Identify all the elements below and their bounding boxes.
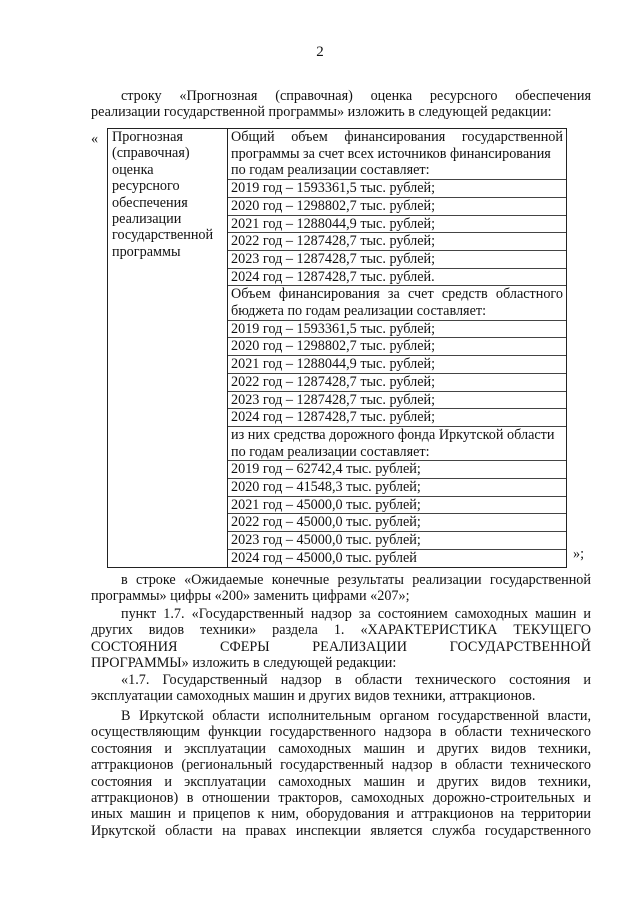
left-cell-line: оценка — [112, 161, 154, 178]
right-cell-line: 2021 год – 1288044,9 тыс. рублей; — [228, 356, 566, 374]
intro-line-2: реализации государственной программы» изложить в следующей редакции: — [91, 104, 552, 121]
left-cell-line: государственной — [112, 227, 214, 244]
section-17-line-2: эксплуатации самоходных машин и других видов техники, аттракционов. — [91, 688, 536, 705]
body-line-8: Иркутской области на правах инспекции является служба государственного — [91, 822, 591, 839]
left-cell-line: (справочная) — [112, 145, 190, 162]
body-line-1: В Иркутской области исполнительным органом государственной власти, — [121, 708, 591, 724]
right-cell-line: 2023 год – 1287428,7 тыс. рублей; — [228, 392, 566, 410]
body-line-4: аттракционов (региональный государственный надзор в области технического — [91, 757, 591, 774]
right-cell-line: 2023 год – 45000,0 тыс. рублей; — [228, 532, 566, 550]
section-17-paragraph — [91, 672, 591, 705]
right-cell-line: 2021 год – 45000,0 тыс. рублей; — [228, 497, 566, 515]
expected-results-paragraph — [91, 572, 591, 605]
point-paragraph — [91, 606, 591, 672]
right-cell-line: программы за счет всех источников финансирования — [231, 145, 551, 162]
expected-line-2: программы» цифры «200» заменить цифрами «207»; — [91, 588, 410, 605]
table-right-cell — [228, 129, 567, 568]
right-cell-line: 2024 год – 1287428,7 тыс. рублей; — [228, 409, 566, 427]
right-cell-line: 2022 год – 1287428,7 тыс. рублей; — [228, 233, 566, 251]
right-cell-line: 2019 год – 1593361,5 тыс. рублей; — [228, 180, 566, 198]
right-cell-line: 2020 год – 1298802,7 тыс. рублей; — [228, 338, 566, 356]
body-line-2: осуществляющим функции государственного надзора в области технического — [91, 724, 591, 741]
point-line-4: ПРОГРАММЫ» изложить в следующей редакции: — [91, 655, 397, 672]
right-cell-line: 2022 год – 1287428,7 тыс. рублей; — [228, 374, 566, 392]
section-17-line-1: «1.7. Государственный надзор в области технического состояния и — [121, 672, 591, 688]
body-line-7: иных машин и прицепов к ним, оборудования и аттракционов на территории — [91, 806, 591, 823]
right-cell-line: Объем финансирования за счет средств областного — [231, 286, 563, 303]
right-cell-line: 2024 год – 1287428,7 тыс. рублей. — [228, 269, 566, 287]
right-cell-line: бюджета по годам реализации составляет: — [228, 303, 566, 321]
left-cell-line: обеспечения — [112, 194, 188, 211]
right-cell-line: 2019 год – 62742,4 тыс. рублей; — [228, 461, 566, 479]
table-close-quote: »; — [573, 546, 585, 562]
intro-line-1: строку «Прогнозная (справочная) оценка ресурсного обеспечения — [121, 88, 591, 104]
body-line-6: аттракционов) в отношении тракторов, самоходных дорожно-строительных и — [91, 790, 591, 807]
page-number: 2 — [316, 44, 324, 60]
left-cell-line: программы — [112, 243, 181, 260]
right-cell-line: 2020 год – 1298802,7 тыс. рублей; — [228, 198, 566, 216]
left-cell-line: Прогнозная — [112, 129, 183, 145]
table-open-quote: « — [91, 131, 99, 147]
table-left-cell — [108, 129, 228, 568]
point-line-1: пункт 1.7. «Государственный надзор за состоянием самоходных машин и — [121, 606, 591, 622]
right-cell-line: по годам реализации составляет: — [228, 162, 566, 180]
right-cell-line: 2024 год – 45000,0 тыс. рублей — [231, 549, 417, 566]
point-line-2: других видов техники» раздела 1. «ХАРАКТЕРИСТИКА ТЕКУЩЕГО — [91, 622, 591, 639]
right-cell-line: из них средства дорожного фонда Иркутской области — [231, 426, 555, 443]
body-line-3: состояния и эксплуатации самоходных машин и других видов техники, — [91, 740, 591, 757]
right-cell-line: 2023 год – 1287428,7 тыс. рублей; — [228, 251, 566, 269]
point-line-3: СОСТОЯНИЯ СФЕРЫ РЕАЛИЗАЦИИ ГОСУДАРСТВЕННОЙ — [91, 638, 591, 655]
right-cell-line: по годам реализации составляет: — [228, 444, 566, 462]
body-line-5: состояния и эксплуатации самоходных машин и других видов техники, — [91, 773, 591, 790]
right-cell-line: Общий объем финансирования государственной — [231, 129, 563, 145]
right-cell-line: 2019 год – 1593361,5 тыс. рублей; — [228, 321, 566, 339]
right-cell-line: 2022 год – 45000,0 тыс. рублей; — [228, 514, 566, 532]
right-cell-line: 2021 год – 1288044,9 тыс. рублей; — [228, 216, 566, 234]
body-paragraph — [91, 708, 591, 839]
left-cell-line: реализации — [112, 211, 182, 228]
left-cell-line: ресурсного — [112, 178, 180, 195]
intro-paragraph — [91, 88, 591, 121]
resource-estimate-table — [107, 128, 567, 568]
expected-line-1: в строке «Ожидаемые конечные результаты реализации государственной — [121, 572, 591, 588]
right-cell-line: 2020 год – 41548,3 тыс. рублей; — [228, 479, 566, 497]
